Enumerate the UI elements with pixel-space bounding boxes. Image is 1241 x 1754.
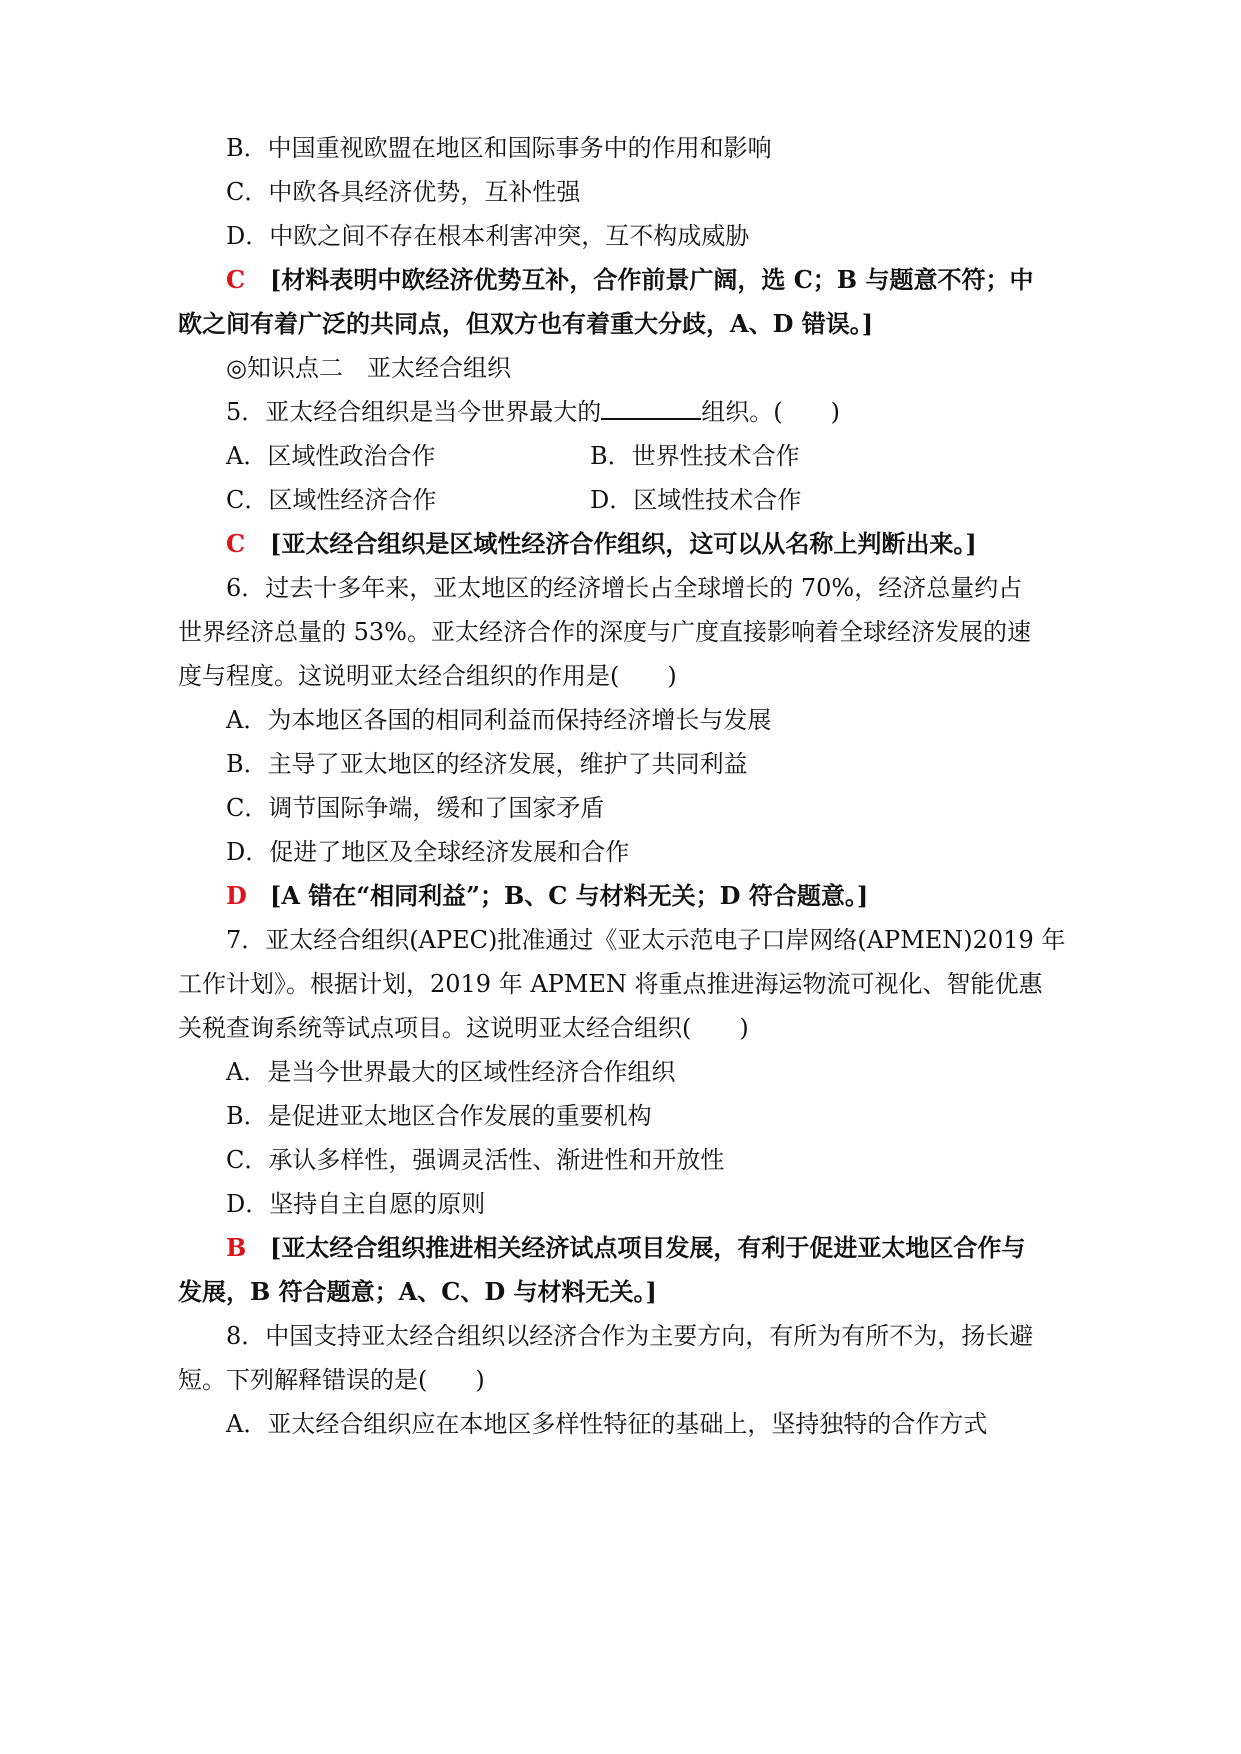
q7-option-c: C．承认多样性，强调灵活性、渐进性和开放性 — [226, 1146, 725, 1174]
q7-option-d: D．坚持自主自愿的原则 — [226, 1190, 486, 1218]
q5-stem-after: 组织。( ) — [701, 398, 841, 426]
q7-explanation-continued: 发展，B 符合题意；A、C、D 与材料无关。] — [178, 1277, 657, 1306]
q7-option-b: B．是促进亚太地区合作发展的重要机构 — [226, 1102, 652, 1130]
q5-blank — [601, 396, 701, 420]
q7-answer: B — [226, 1233, 247, 1262]
q5-explanation-text: [亚太经合组织是区域性经济合作组织，这可以从名称上判断出来。] — [270, 529, 977, 558]
q4-explanation-text: [材料表明中欧经济优势互补，合作前景广阔，选 C；B 与题意不符；中 — [270, 265, 1034, 294]
q4-answer: C — [226, 265, 246, 294]
q5-stem-before: 5．亚太经合组织是当今世界最大的 — [226, 398, 602, 426]
q5-option-b: B．世界性技术合作 — [590, 442, 800, 470]
q6-explanation-text: [A 错在“相同利益”；B、C 与材料无关；D 符合题意。] — [270, 881, 869, 910]
q8-option-a: A．亚太经合组织应在本地区多样性特征的基础上，坚持独特的合作方式 — [226, 1410, 988, 1438]
q4-option-d: D．中欧之间不存在根本利害冲突，互不构成威胁 — [226, 222, 750, 250]
q7-option-a: A．是当今世界最大的区域性经济合作组织 — [226, 1058, 676, 1086]
q4-explanation — [226, 264, 1126, 296]
q6-option-a: A．为本地区各国的相同利益而保持经济增长与发展 — [226, 706, 772, 734]
q5-stem — [226, 396, 1126, 428]
q6-stem-line1: 6．过去十多年来，亚太地区的经济增长占全球增长的 70%，经济总量约占 — [226, 574, 1023, 602]
q5-option-d: D．区域性技术合作 — [590, 486, 802, 514]
q7-stem-line3: 关税查询系统等试点项目。这说明亚太经合组织( ) — [178, 1014, 749, 1042]
q4-option-c: C．中欧各具经济优势，互补性强 — [226, 178, 581, 206]
q5-answer: C — [226, 529, 246, 558]
q6-option-d: D．促进了地区及全球经济发展和合作 — [226, 838, 630, 866]
q6-stem-line3: 度与程度。这说明亚太经合组织的作用是( ) — [178, 662, 677, 690]
q4-explanation-continued: 欧之间有着广泛的共同点，但双方也有着重大分歧，A、D 错误。] — [178, 309, 874, 338]
q5-option-a: A．区域性政治合作 — [226, 442, 436, 470]
q7-stem-line2: 工作计划》。根据计划，2019 年 APMEN 将重点推进海运物流可视化、智能优惠 — [178, 970, 1043, 998]
q4-option-b: B．中国重视欧盟在地区和国际事务中的作用和影响 — [226, 134, 772, 162]
q8-stem-line1: 8．中国支持亚太经合组织以经济合作为主要方向，有所为有所不为，扬长避 — [226, 1322, 1034, 1350]
q6-explanation — [226, 880, 1126, 912]
q6-option-b: B．主导了亚太地区的经济发展，维护了共同利益 — [226, 750, 748, 778]
q7-stem-line1: 7．亚太经合组织(APEC)批准通过《亚太示范电子口岸网络(APMEN)2019 年 — [226, 926, 1066, 954]
q7-explanation — [226, 1232, 1126, 1264]
q5-explanation — [226, 528, 1126, 560]
q7-explanation-text: [亚太经合组织推进相关经济试点项目发展，有利于促进亚太地区合作与 — [270, 1233, 1026, 1262]
q6-option-c: C．调节国际争端，缓和了国家矛盾 — [226, 794, 605, 822]
q8-stem-line2: 短。下列解释错误的是( ) — [178, 1366, 485, 1394]
section-heading: ◎知识点二 亚太经合组织 — [226, 354, 511, 382]
q6-stem-line2: 世界经济总量的 53%。亚太经济合作的深度与广度直接影响着全球经济发展的速 — [178, 618, 1031, 646]
q6-answer: D — [226, 881, 247, 910]
q5-option-c: C．区域性经济合作 — [226, 486, 437, 514]
